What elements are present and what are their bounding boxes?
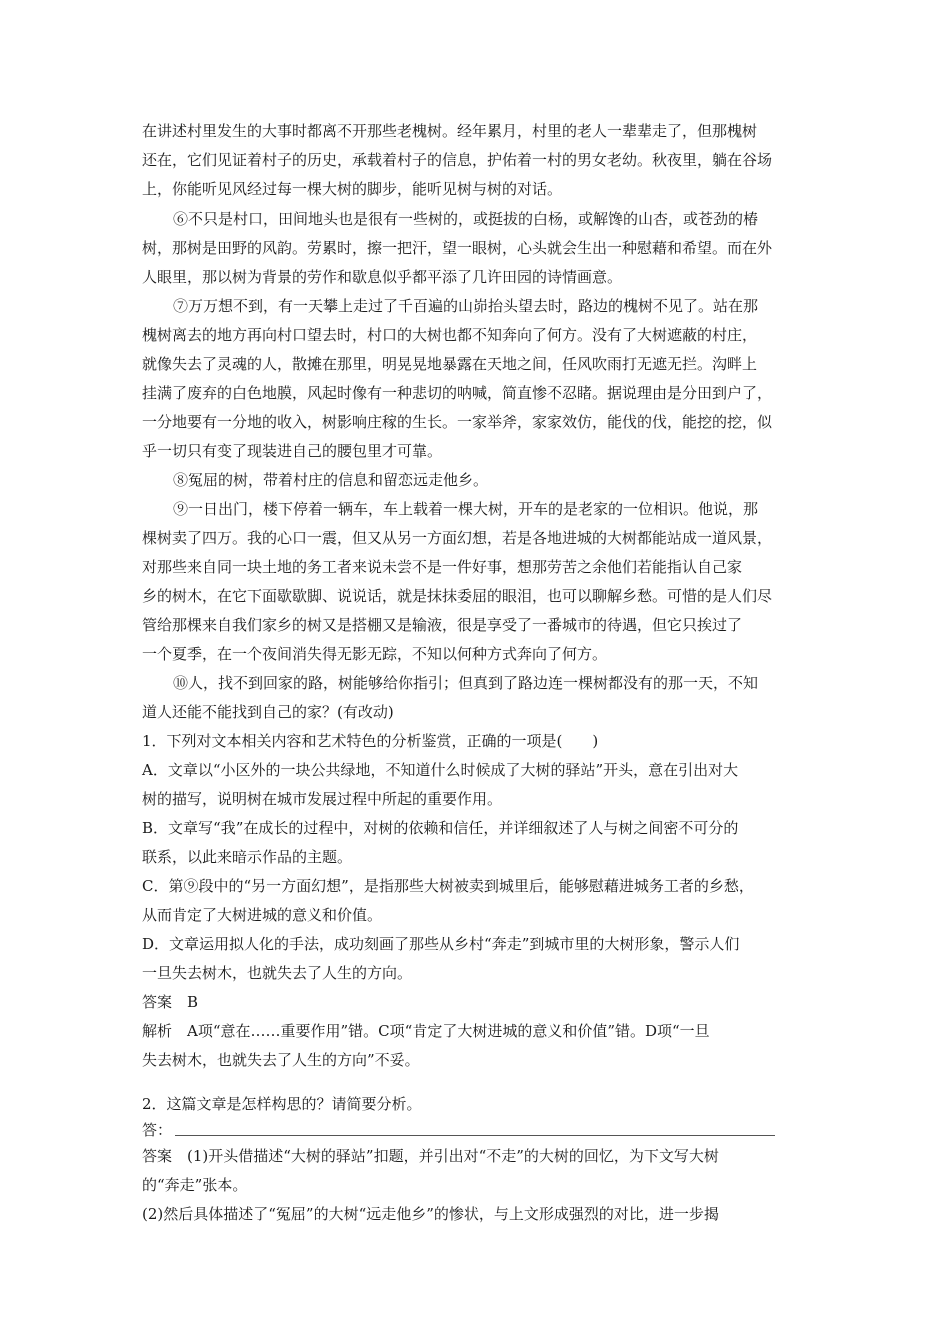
question-1-analysis: 失去树木，也就失去了人生的方向”不妥。 xyxy=(142,1051,420,1069)
passage-line: 管给那棵来自我们家乡的树又是搭棚又是输液，很是享受了一番城市的待遇，但它只挨过了 xyxy=(142,616,743,634)
passage-line: 一分地要有一分地的收入，树影响庄稼的生长。一家举斧，家家效仿，能伐的伐，能挖的挖，似 xyxy=(142,413,773,431)
passage-line: 乎一切只有变了现装进自己的腰包里才可靠。 xyxy=(142,442,443,460)
question-1-option: 从而肯定了大树进城的意义和价值。 xyxy=(142,906,383,924)
question-1-stem: 1．下列对文本相关内容和艺术特色的分析鉴赏，正确的一项是( ) xyxy=(142,732,599,750)
passage-line: 一个夏季，在一个夜间消失得无影无踪，不知以何种方式奔向了何方。 xyxy=(142,645,608,663)
passage-line: 乡的树木，在它下面歇歇脚、说说话，就是抹抹委屈的眼泪，也可以聊解乡愁。可惜的是人们尽 xyxy=(142,587,773,605)
question-1-option: 一旦失去树木，也就失去了人生的方向。 xyxy=(142,964,413,982)
passage-line: ⑨一日出门，楼下停着一辆车，车上载着一棵大树，开车的是老家的一位相识。他说，那 xyxy=(173,500,759,518)
question-2-answer: (2)然后具体描述了“冤屈”的大树“远走他乡”的惨状，与上文形成强烈的对比，进一步揭 xyxy=(142,1205,719,1223)
passage-line: 道人还能不能找到自己的家？(有改动) xyxy=(142,703,394,721)
passage-line: ⑥不只是村口，田间地头也是很有一些树的，或挺拔的白杨，或解馋的山杏，或苍劲的椿 xyxy=(173,210,759,228)
question-1-option: A．文章以“小区外的一块公共绿地，不知道什么时候成了大树的驿站”开头，意在引出对大 xyxy=(142,761,739,779)
passage-line: 挂满了废弃的白色地膜，风起时像有一种悲切的呐喊，简直惨不忍睹。据说理由是分田到户了， xyxy=(142,384,773,402)
question-2-answer-label: 答： xyxy=(142,1121,173,1139)
question-1-option: 树的描写，说明树在城市发展过程中所起的重要作用。 xyxy=(142,790,503,808)
passage-line: 在讲述村里发生的大事时都离不开那些老槐树。经年累月，村里的老人一辈辈走了，但那槐树 xyxy=(142,122,758,140)
question-2-answer: 答案 (1)开头借描述“大树的驿站”扣题，并引出对“不走”的大树的回忆，为下文写大树 xyxy=(142,1147,719,1165)
question-2-answer: 的“奔走”张本。 xyxy=(142,1176,248,1194)
question-1-option: 联系，以此来暗示作品的主题。 xyxy=(142,848,353,866)
passage-line: 槐树离去的地方再向村口望去时，村口的大树也都不知奔向了何方。没有了大树遮蔽的村庄， xyxy=(142,326,758,344)
question-1-option: C．第⑨段中的“另一方面幻想”，是指那些大树被卖到城里后，能够慰藉进城务工者的乡愁， xyxy=(142,877,754,895)
passage-line: ⑧冤屈的树，带着村庄的信息和留恋远走他乡。 xyxy=(173,471,489,489)
passage-line: 上，你能听见风经过每一棵大树的脚步，能听见树与树的对话。 xyxy=(142,180,563,198)
passage-line: ⑦万万想不到，有一天攀上走过了千百遍的山峁抬头望去时，路边的槐树不见了。站在那 xyxy=(173,297,759,315)
passage-line: 对那些来自同一块土地的务工者来说未尝不是一件好事，想那劳苦之余他们若能指认自己家 xyxy=(142,558,743,576)
answer-blank-line xyxy=(175,1135,775,1136)
question-2-stem: 2．这篇文章是怎样构思的？请简要分析。 xyxy=(142,1095,422,1113)
question-1-analysis: 解析 A项“意在……重要作用”错。C项“肯定了大树进城的意义和价值”错。D项“一旦 xyxy=(142,1022,710,1040)
passage-line: 棵树卖了四万。我的心口一震，但又从另一方面幻想，若是各地进城的大树都能站成一道风景， xyxy=(142,529,773,547)
question-1-answer: 答案 B xyxy=(142,993,199,1011)
question-1-option: D．文章运用拟人化的手法，成功刻画了那些从乡村“奔走”到城市里的大树形象，警示人们 xyxy=(142,935,740,953)
passage-line: ⑩人，找不到回家的路，树能够给你指引；但真到了路边连一棵树都没有的那一天，不知 xyxy=(173,674,759,692)
passage-line: 就像失去了灵魂的人，散摊在那里，明晃晃地暴露在天地之间，任风吹雨打无遮无拦。沟畔上 xyxy=(142,355,758,373)
passage-line: 还在，它们见证着村子的历史，承载着村子的信息，护佑着一村的男女老幼。秋夜里，躺在谷场 xyxy=(142,151,773,169)
passage-line: 树，那树是田野的风韵。劳累时，擦一把汗，望一眼树，心头就会生出一种慰藉和希望。而在外 xyxy=(142,239,773,257)
passage-line: 人眼里，那以树为背景的劳作和歇息似乎都平添了几许田园的诗情画意。 xyxy=(142,268,623,286)
question-1-option: B．文章写“我”在成长的过程中，对树的依赖和信任，并详细叙述了人与树之间密不可分的 xyxy=(142,819,739,837)
